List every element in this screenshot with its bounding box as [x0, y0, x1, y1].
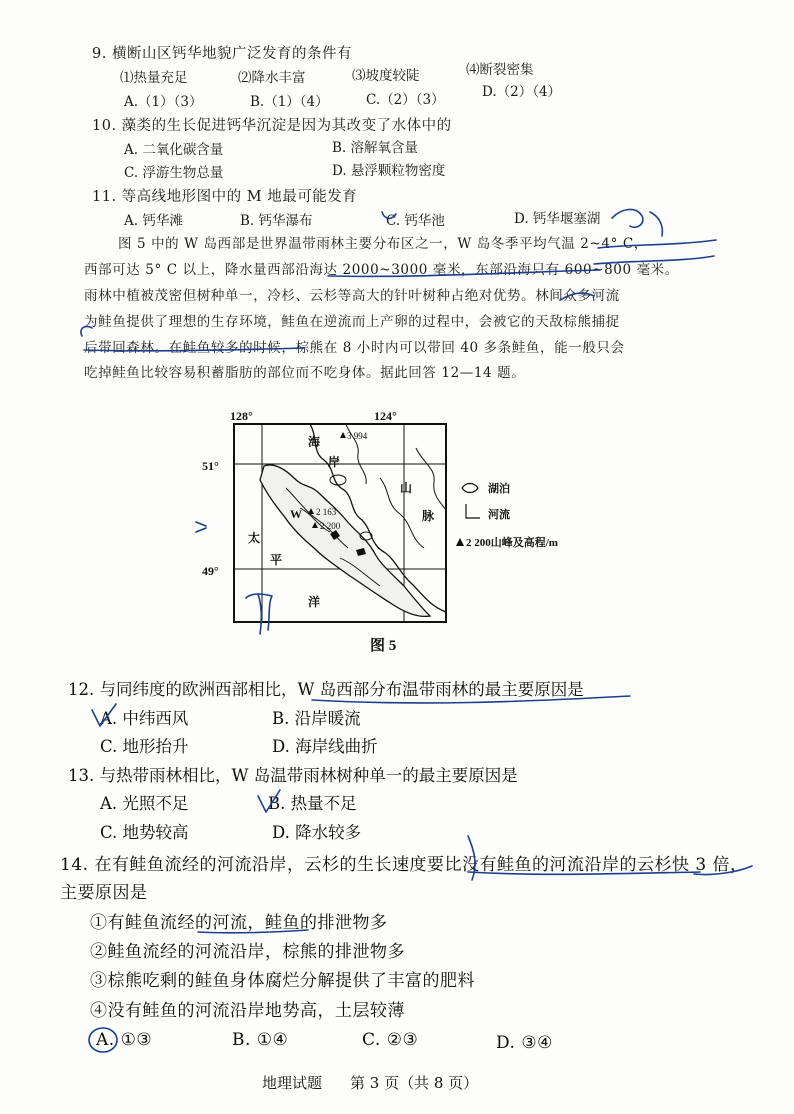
question-9-stem: 9. 横断山区钙华地貌广泛发育的条件有 [92, 46, 352, 62]
pen-underline [560, 293, 594, 300]
footer-page-number: 第 3 页（共 8 页） [350, 1074, 479, 1092]
question-12-stem: 12. 与同纬度的欧洲西部相比，W 岛西部分布温带雨林的最主要原因是 [68, 680, 584, 699]
q14-option-a: A. ①③ [96, 1030, 153, 1050]
q12-option-b: B. 沿岸暖流 [272, 709, 361, 728]
pen-underline [312, 696, 630, 703]
q10-option-c: C. 浮游生物总量 [124, 165, 224, 181]
q11-option-b: B. 钙华瀑布 [240, 213, 313, 229]
q14-statement-1: ①有鲑鱼流经的河流，鲑鱼的排泄物多 [90, 913, 388, 933]
pen-underline [328, 270, 600, 276]
q11-option-d: D. 钙华堰塞湖 [514, 211, 601, 227]
lat-label-51: 51° [202, 459, 219, 473]
pen-bracket [81, 326, 92, 336]
legend-lake-label: 湖泊 [488, 483, 510, 495]
question-13-stem: 13. 与热带雨林相比，W 岛温带雨林树种单一的最主要原因是 [68, 766, 518, 785]
q14-option-d: D. ③④ [496, 1033, 553, 1053]
q14-statement-2: ②鲑鱼流经的河流沿岸，棕熊的排泄物多 [90, 942, 405, 962]
passage-line-4: 为鲑鱼提供了理想的生存环境，鲑鱼在逆流而上产卵的过程中，会被它的天敌棕熊捕捉 [84, 314, 620, 330]
passage-line-3: 雨林中植被茂密但树种单一，冷杉、云杉等高大的针叶树种占绝对优势。林间众多河流 [84, 288, 620, 304]
q11-option-a: A. 钙华滩 [124, 213, 183, 229]
coast-label-char: 岸 [328, 455, 341, 469]
q14-statement-4: ④没有鲑鱼的河流沿岸地势高，土层较薄 [90, 1001, 405, 1021]
lon-label-124: 124° [374, 409, 397, 423]
legend-peak-label: 2 200山峰及高程/m [466, 537, 558, 549]
pen-underline [198, 930, 308, 933]
q9-option-b: B.（1）（4） [250, 94, 329, 110]
island-label: W [290, 507, 302, 521]
peak-label: 3 994 [347, 431, 368, 441]
pen-underline [84, 348, 304, 351]
pen-underline [468, 872, 700, 874]
pen-scribble [612, 209, 643, 227]
q13-option-a: A. 光照不足 [100, 794, 189, 813]
q14-option-c: C. ②③ [362, 1030, 419, 1050]
pen-underline [694, 866, 752, 875]
lat-label-49: 49° [202, 564, 219, 578]
q13-option-c: C. 地势较高 [100, 823, 189, 842]
q10-option-b: B. 溶解氧含量 [332, 140, 419, 156]
pen-underline [594, 256, 714, 264]
figure-caption: 图 5 [370, 638, 397, 654]
pen-check-b [258, 790, 280, 812]
q14-statement-3: ③棕熊吃剩的鲑鱼身体腐烂分解提供了丰富的肥料 [90, 971, 475, 991]
q9-option-a: A.（1）（3） [124, 94, 203, 110]
passage-line-1: 图 5 中的 W 岛西部是世界温带雨林主要分布区之一，W 岛冬季平均气温 2~4° C， [118, 236, 648, 252]
lon-label-128: 128° [230, 409, 253, 423]
peak-label: 2 163 [316, 507, 337, 517]
pen-check-a [92, 704, 116, 726]
pen-underline [598, 240, 716, 248]
question-14-stem: 14. 在有鲑鱼流经的河流沿岸，云杉的生长速度要比没有鲑鱼的河流沿岸的云杉快 3 倍， [60, 855, 748, 875]
pen-scribble [258, 594, 261, 634]
q13-option-d: D. 降水较多 [272, 823, 362, 842]
pacific-label-char: 太 [248, 531, 261, 545]
q9-statement-2: ⑵降水丰富 [238, 70, 306, 86]
q9-option-c: C.（2）（3） [366, 92, 445, 108]
question-14-stem-cont: 主要原因是 [60, 883, 148, 903]
q9-option-d: D.（2）（4） [482, 84, 562, 100]
q9-statement-4: ⑷断裂密集 [466, 62, 534, 78]
passage-line-5: 后带回森林。在鲑鱼较多的时候，棕熊在 8 小时内可以带回 40 多条鲑鱼，能一般只会 [84, 340, 625, 356]
pen-scribble [468, 836, 475, 880]
pacific-label-char: 平 [270, 553, 283, 567]
footer-subject: 地理试题 [262, 1074, 323, 1092]
coast-label-char: 海 [308, 435, 321, 449]
passage-line-2: 西部可达 5° C 以上，降水量西部沿海达 2000~3000 毫米，东部沿海只有 600~800 毫米。 [84, 262, 679, 278]
pen-scribble [650, 212, 662, 236]
mountain-label-char: 山 [400, 481, 413, 495]
q13-option-b: B. 热量不足 [268, 794, 357, 813]
q11-option-c: C. 钙华池 [386, 213, 445, 229]
pen-circle-answer [89, 1028, 117, 1052]
pacific-label-char: 洋 [308, 595, 321, 609]
question-11-stem: 11. 等高线地形图中的 M 地最可能发育 [92, 189, 358, 205]
q12-option-d: D. 海岸线曲折 [272, 737, 378, 756]
q12-option-c: C. 地形抬升 [100, 737, 189, 756]
q10-option-a: A. 二氧化碳含量 [124, 142, 224, 158]
q12-option-a: A. 中纬西风 [100, 709, 189, 728]
legend-river-label: 河流 [488, 509, 510, 521]
question-10-stem: 10. 藻类的生长促进钙华沉淀是因为其改变了水体中的 [92, 118, 452, 134]
q10-option-d: D. 悬浮颗粒物密度 [332, 163, 446, 179]
pen-tick-mark [382, 212, 396, 218]
q9-statement-1: ⑴热量充足 [120, 70, 188, 86]
passage-line-6: 吃掉鲑鱼比较容易积蓄脂肪的部位而不吃身体。据此回答 12—14 题。 [84, 365, 526, 381]
pen-scribble [196, 522, 206, 532]
mountain-label-char: 脉 [422, 509, 435, 523]
q14-option-b: B. ①④ [232, 1030, 289, 1050]
q9-statement-3: ⑶坡度较陡 [352, 68, 420, 84]
peak-label: 2 200 [320, 521, 341, 531]
